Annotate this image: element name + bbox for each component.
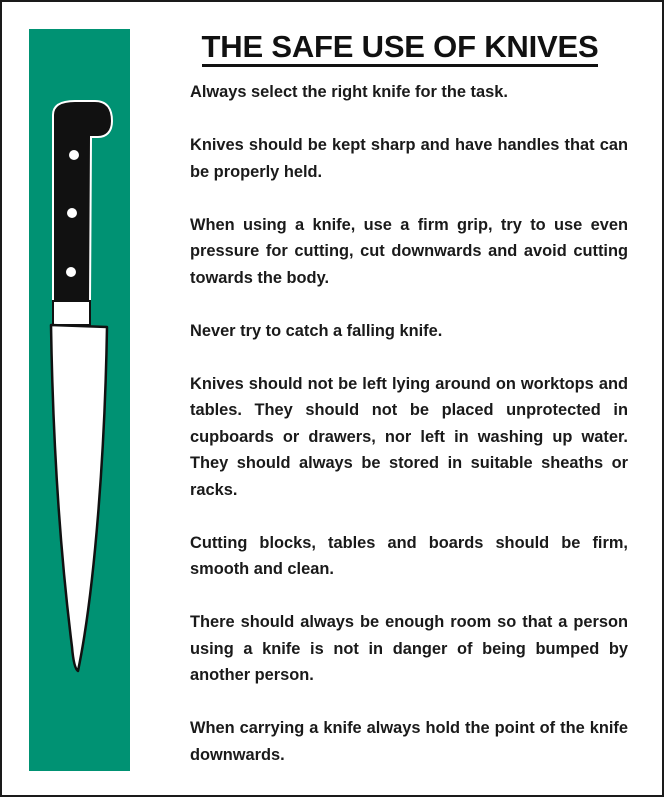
rule-keep-sharp: Knives should be kept sharp and have handles that can be properly held. <box>190 136 628 181</box>
sign-title: THE SAFE USE OF KNIVES <box>190 29 610 65</box>
rule-carrying: When carrying a knife always hold the point of the knife downwards. <box>190 719 628 764</box>
safety-rules-list <box>190 79 628 768</box>
rule-storage: Knives should not be left lying around on worktops and tables. They should not be placed unprotected in cupboards or drawers, nor left in washing up water. They should always be stored in suitable sheaths or racks. <box>190 374 628 499</box>
green-side-panel <box>29 29 130 771</box>
rule-enough-room: There should always be enough room so that a person using a knife is not in danger of being bumped by another person. <box>190 613 628 684</box>
rule-falling-knife: Never try to catch a falling knife. <box>190 321 443 340</box>
rule-right-knife: Always select the right knife for the task. <box>190 83 508 101</box>
rule-firm-grip: When using a knife, use a firm grip, try to use even pressure for cutting, cut downwards and avoid cutting towards the body. <box>190 215 628 287</box>
rule-cutting-surfaces: Cutting blocks, tables and boards should be firm, smooth and clean. <box>190 533 628 578</box>
kitchen-knife-icon <box>29 29 130 771</box>
